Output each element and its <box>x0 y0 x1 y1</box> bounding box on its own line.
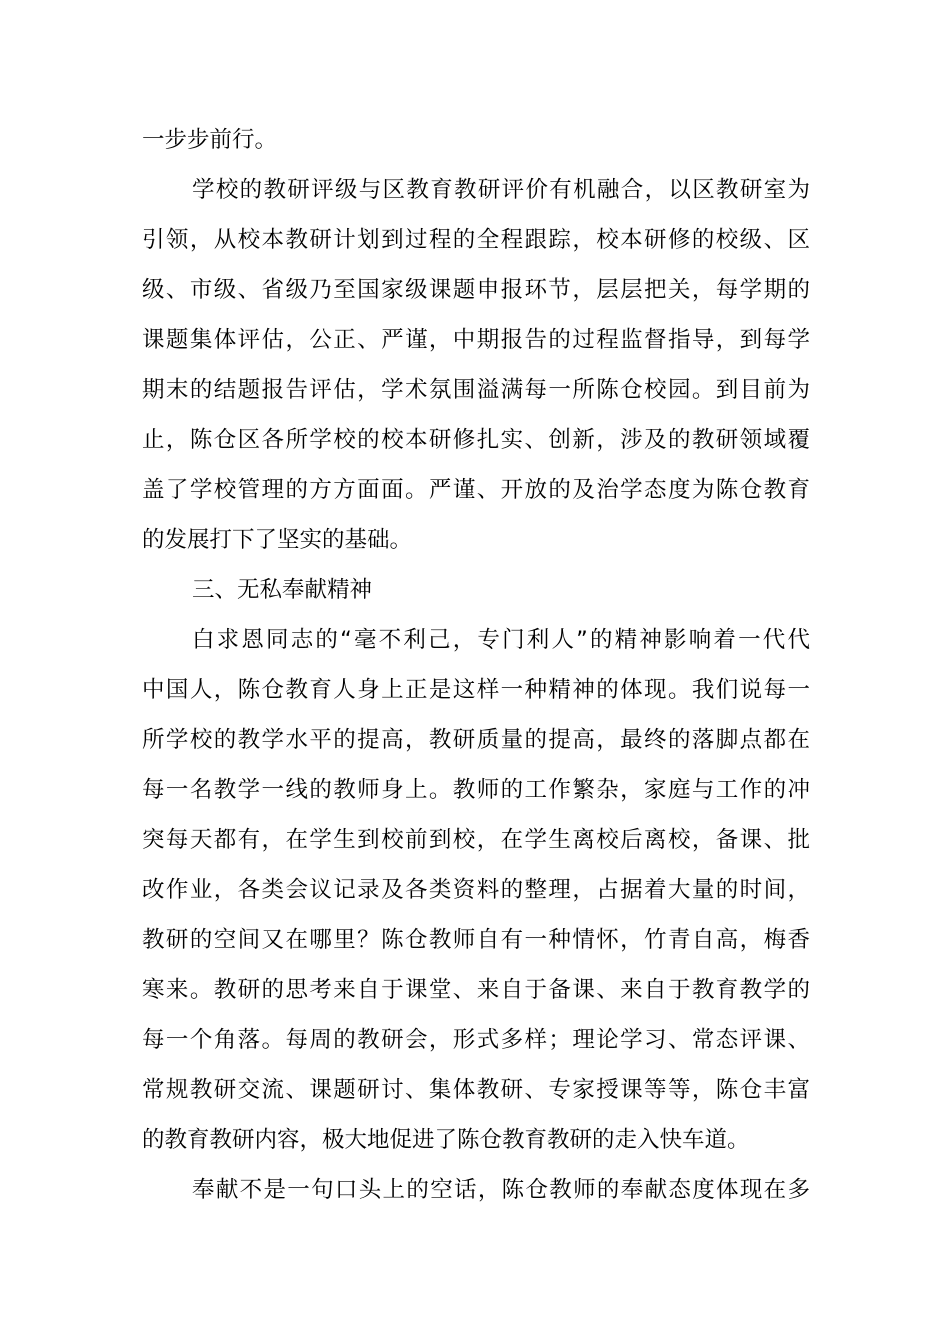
text-line: 止，陈仓区各所学校的校本研修扎实、创新，涉及的教研领域覆 <box>142 427 810 453</box>
text-line: 每一个角落。每周的教研会，形式多样；理论学习、常态评课、 <box>142 1027 810 1053</box>
text-line: 中国人，陈仓教育人身上正是这样一种精神的体现。我们说每一 <box>142 677 810 703</box>
text-line: 学校的教研评级与区教育教研评价有机融合，以区教研室为 <box>192 177 810 203</box>
paragraph-dedication-spirit <box>142 615 810 1165</box>
paragraph-contribution <box>142 1165 810 1215</box>
body-text <box>142 115 810 1215</box>
paragraph-teaching-research-evaluation <box>142 165 810 565</box>
text-line: 奉献不是一句口头上的空话，陈仓教师的奉献态度体现在多 <box>192 1177 810 1203</box>
text-line: 一步步前行。 <box>142 127 278 153</box>
text-line: 期末的结题报告评估，学术氛围溢满每一所陈仓校园。到目前为 <box>142 377 810 403</box>
text-line: 课题集体评估，公正、严谨，中期报告的过程监督指导，到每学 <box>142 327 810 353</box>
text-line: 盖了学校管理的方方面面。严谨、开放的及治学态度为陈仓教育 <box>142 477 810 503</box>
section-heading-text: 三、无私奉献精神 <box>192 577 373 603</box>
paragraph-continuation <box>142 115 810 165</box>
text-line: 引领，从校本教研计划到过程的全程跟踪，校本研修的校级、区 <box>142 227 810 253</box>
text-line: 所学校的教学水平的提高，教研质量的提高，最终的落脚点都在 <box>142 727 810 753</box>
text-line: 教研的空间又在哪里？陈仓教师自有一种情怀，竹青自高，梅香 <box>142 927 810 953</box>
text-line: 寒来。教研的思考来自于课堂、来自于备课、来自于教育教学的 <box>142 977 810 1003</box>
section-heading <box>142 565 810 615</box>
text-line: 白求恩同志的“毫不利己，专门利人”的精神影响着一代代 <box>192 627 810 653</box>
text-line: 每一名教学一线的教师身上。教师的工作繁杂，家庭与工作的冲 <box>142 777 810 803</box>
text-line: 级、市级、省级乃至国家级课题申报环节，层层把关，每学期的 <box>142 277 810 303</box>
text-line: 突每天都有，在学生到校前到校，在学生离校后离校，备课、批 <box>142 827 810 853</box>
text-line: 的发展打下了坚实的基础。 <box>142 527 413 553</box>
text-line: 的教育教研内容，极大地促进了陈仓教育教研的走入快车道。 <box>142 1127 750 1153</box>
text-line: 改作业，各类会议记录及各类资料的整理，占据着大量的时间， <box>142 877 810 903</box>
text-line: 常规教研交流、课题研讨、集体教研、专家授课等等，陈仓丰富 <box>142 1077 810 1103</box>
